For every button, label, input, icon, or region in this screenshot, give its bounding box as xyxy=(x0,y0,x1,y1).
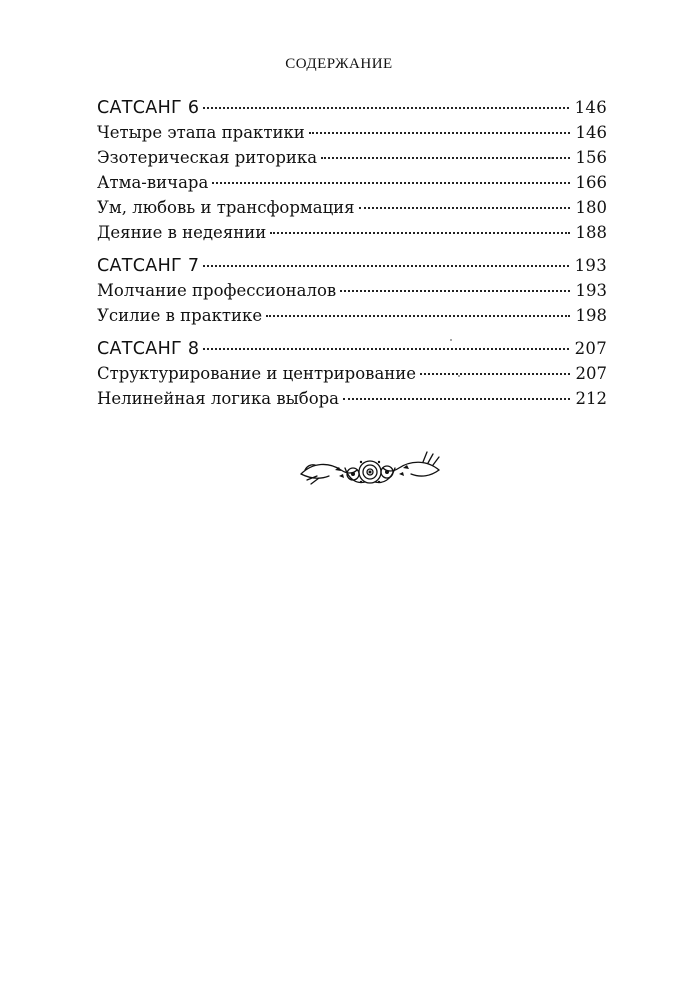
toc-entry-title: Нелинейная логика выбора xyxy=(97,389,340,408)
page-title: СОДЕРЖАНИЕ xyxy=(285,56,393,72)
paper-speck xyxy=(458,375,460,377)
toc-entry xyxy=(97,145,607,170)
toc-entry-title: Четыре этапа практики xyxy=(97,123,305,142)
toc-entry-satsang-8 xyxy=(97,336,607,361)
dot-leader xyxy=(270,232,569,234)
toc-entry xyxy=(97,120,607,145)
toc-entry-title: САТСАНГ 8 xyxy=(97,339,200,359)
toc-entry-page: 207 xyxy=(575,364,607,383)
table-of-contents xyxy=(97,95,607,411)
toc-entry-title: Молчание профессионалов xyxy=(97,281,337,300)
toc-entry xyxy=(97,278,607,303)
toc-entry xyxy=(97,195,607,220)
toc-entry-page: 193 xyxy=(574,256,607,275)
toc-entry-page: 146 xyxy=(575,123,607,142)
toc-entry xyxy=(97,386,607,411)
paper-speck xyxy=(450,339,452,341)
dot-leader xyxy=(203,348,568,350)
dot-leader xyxy=(309,132,570,134)
toc-entry-page: 146 xyxy=(574,98,607,117)
toc-entry-title: Структурирование и центрирование xyxy=(97,364,417,383)
toc-entry-title: САТСАНГ 7 xyxy=(97,256,200,276)
floral-vignette-icon xyxy=(295,448,445,494)
toc-entry xyxy=(97,303,607,328)
toc-entry-satsang-7 xyxy=(97,253,607,278)
toc-entry-page: 198 xyxy=(575,306,607,325)
toc-entry-page: 193 xyxy=(575,281,607,300)
dot-leader xyxy=(359,207,570,209)
toc-entry xyxy=(97,220,607,245)
toc-entry-satsang-6 xyxy=(97,95,607,120)
toc-entry-title: Атма-вичара xyxy=(97,173,209,192)
toc-entry-page: 207 xyxy=(574,339,607,358)
dot-leader xyxy=(340,290,569,292)
toc-entry-title: Ум, любовь и трансформация xyxy=(97,198,355,217)
toc-entry-page: 212 xyxy=(575,389,607,408)
paper-speck xyxy=(550,157,552,159)
toc-entry xyxy=(97,170,607,195)
dot-leader xyxy=(321,157,569,159)
dot-leader xyxy=(266,315,569,317)
toc-entry-title: Усилие в практике xyxy=(97,306,263,325)
dot-leader xyxy=(203,107,568,109)
dot-leader xyxy=(212,182,569,184)
toc-entry-title: Эзотерическая риторика xyxy=(97,148,318,167)
toc-entry-title: Деяние в недеянии xyxy=(97,223,267,242)
dot-leader xyxy=(420,373,569,375)
toc-entry-page: 188 xyxy=(575,223,607,242)
toc-entry-page: 156 xyxy=(575,148,607,167)
toc-entry-title: САТСАНГ 6 xyxy=(97,98,200,118)
dot-leader xyxy=(343,398,569,400)
toc-entry-page: 166 xyxy=(575,173,607,192)
toc-entry xyxy=(97,361,607,386)
dot-leader xyxy=(203,265,568,267)
toc-entry-page: 180 xyxy=(575,198,607,217)
